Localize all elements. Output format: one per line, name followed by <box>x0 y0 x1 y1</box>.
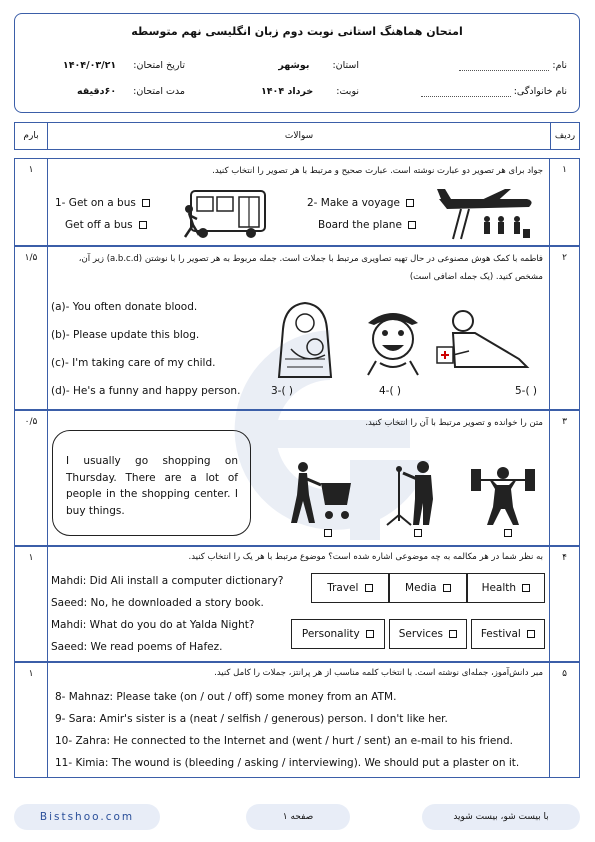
checkbox[interactable] <box>522 584 530 592</box>
checkbox[interactable] <box>408 221 416 229</box>
question-4 <box>14 546 580 662</box>
checkbox[interactable] <box>142 199 150 207</box>
mother-child-image <box>265 299 345 379</box>
option-get-off-bus[interactable]: Get off a bus <box>65 219 147 231</box>
checkbox[interactable] <box>366 630 374 638</box>
checkbox[interactable] <box>443 584 451 592</box>
option-health[interactable]: Health <box>467 573 545 603</box>
question-score: ۰/۵ <box>24 417 38 427</box>
footer-page-number: صفحه ۱ <box>246 804 350 830</box>
reading-text-bubble: I usually go shopping on Thursday. There are a lot of people in the shopping center. I buy things. <box>52 430 251 536</box>
duration-field: مدت امتحان: ۶۰دقیقه <box>76 86 185 97</box>
checkbox[interactable] <box>449 630 457 638</box>
sentence-d: (d)- He's a funny and happy person. <box>51 385 241 397</box>
question-5 <box>14 662 580 778</box>
question-number: ۲ <box>562 253 567 263</box>
exam-header <box>14 13 580 113</box>
option-services[interactable]: Services <box>389 619 467 649</box>
question-1 <box>14 158 580 246</box>
exam-title: امتحان هماهنگ استانی نوبت دوم زبان انگلیسی نهم متوسطه <box>131 25 463 38</box>
shopping-cart-image <box>291 459 355 527</box>
question-score: ۱ <box>28 165 34 175</box>
radif-header: ردیف <box>550 123 579 149</box>
weightlifter-image <box>467 459 539 527</box>
dialog2-line2: Saeed: We read poems of Hafez. <box>51 641 223 653</box>
dialog1-line1: Mahdi: Did Ali install a computer dictionary? <box>51 575 284 587</box>
question-instruction: متن را خوانده و تصویر مرتبط با آن را انتخاب کنید. <box>365 418 543 428</box>
option-festival[interactable]: Festival <box>471 619 545 649</box>
column-header <box>14 122 580 150</box>
blood-donation-image <box>435 305 533 375</box>
blank-3[interactable]: 3-( ) <box>271 385 293 397</box>
dialog1-line2: Saeed: No, he downloaded a story book. <box>51 597 264 609</box>
cart-checkbox[interactable] <box>324 529 332 537</box>
sentence-b: (b)- Please update this blog. <box>51 329 200 341</box>
date-field: تاریخ امتحان: ۱۴۰۴/۰۳/۲۱ <box>62 60 185 71</box>
blank-5[interactable]: 5-( ) <box>515 385 537 397</box>
sentence-11[interactable]: 11- Kimia: The wound is (bleeding / asking / interviewing). We should put a plaster on it. <box>55 757 520 769</box>
weightlifter-checkbox[interactable] <box>504 529 512 537</box>
question-score: ۱ <box>28 553 34 563</box>
option-travel[interactable]: Travel <box>311 573 389 603</box>
question-instruction: مبر دانش‌آموز، جمله‌ای نوشته است. با انتخاب کلمه مناسب از هر پرانتز، جملات را کامل کنید. <box>214 668 543 678</box>
singer-checkbox[interactable] <box>414 529 422 537</box>
airplane-image <box>435 187 535 243</box>
question-number: ۵ <box>562 669 567 679</box>
footer-site[interactable]: Bistshoo.com <box>14 804 160 830</box>
footer-slogan: با بیست شو، بیست شوید <box>422 804 580 830</box>
dialog2-line1: Mahdi: What do you do at Yalda Night? <box>51 619 255 631</box>
province-field: استان: بوشهر <box>278 60 359 71</box>
term-field: نوبت: خرداد ۱۴۰۴ <box>260 86 359 97</box>
question-instruction: به نظر شما در هر مکالمه به چه موضوعی اشاره شده است؟ موضوع مرتبط با هر یک را انتخاب کنید. <box>188 552 543 562</box>
blank-4[interactable]: 4-( ) <box>379 385 401 397</box>
sentence-10[interactable]: 10- Zahra: He connected to the Internet and (went / hurt / sent) an e-mail to his friend. <box>55 735 514 747</box>
checkbox[interactable] <box>139 221 147 229</box>
sentence-8[interactable]: 8- Mahnaz: Please take (on / out / off) some money from an ATM. <box>55 691 397 703</box>
question-instruction: فاطمه با کمک هوش مصنوعی در حال تهیه تصاویری مرتبط با جملات است. جمله مربوط به هر تصویر را با نوشتن (a.b.c.d) زیر آن، <box>78 254 543 264</box>
question-2 <box>14 246 580 410</box>
sentence-9[interactable]: 9- Sara: Amir's sister is a (neat / selfish / generous) person. I don't like her. <box>55 713 448 725</box>
bus-image <box>183 189 269 241</box>
funny-man-image <box>358 303 428 377</box>
checkbox[interactable] <box>365 584 373 592</box>
name-field: نام: <box>459 60 567 71</box>
sentence-c: (c)- I'm taking care of my child. <box>51 357 216 369</box>
checkbox[interactable] <box>406 199 414 207</box>
score-header: بارم <box>23 131 39 141</box>
option-board-plane[interactable]: Board the plane <box>318 219 416 231</box>
option-make-voyage[interactable]: 2- Make a voyage <box>307 197 414 209</box>
singer-image <box>379 459 443 527</box>
question-number: ۴ <box>562 553 567 563</box>
question-number: ۱ <box>562 165 567 175</box>
question-instruction: جواد برای هر تصویر دو عبارت نوشته است. عبارت صحیح و مرتبط با هر تصویر را انتخاب کنید. <box>212 166 543 176</box>
questions-header: سوالات <box>47 123 550 149</box>
option-get-on-bus[interactable]: 1- Get on a bus <box>55 197 150 209</box>
option-personality[interactable]: Personality <box>291 619 385 649</box>
checkbox[interactable] <box>527 630 535 638</box>
family-field: نام خانوادگی: <box>421 86 567 97</box>
option-media[interactable]: Media <box>389 573 467 603</box>
question-score: ۱ <box>28 669 34 679</box>
sentence-a: (a)- You often donate blood. <box>51 301 198 313</box>
question-instruction-2: مشخص کنید. (یک جمله اضافی است) <box>409 272 543 282</box>
question-score: ۱/۵ <box>24 253 38 263</box>
question-number: ۳ <box>562 417 567 427</box>
